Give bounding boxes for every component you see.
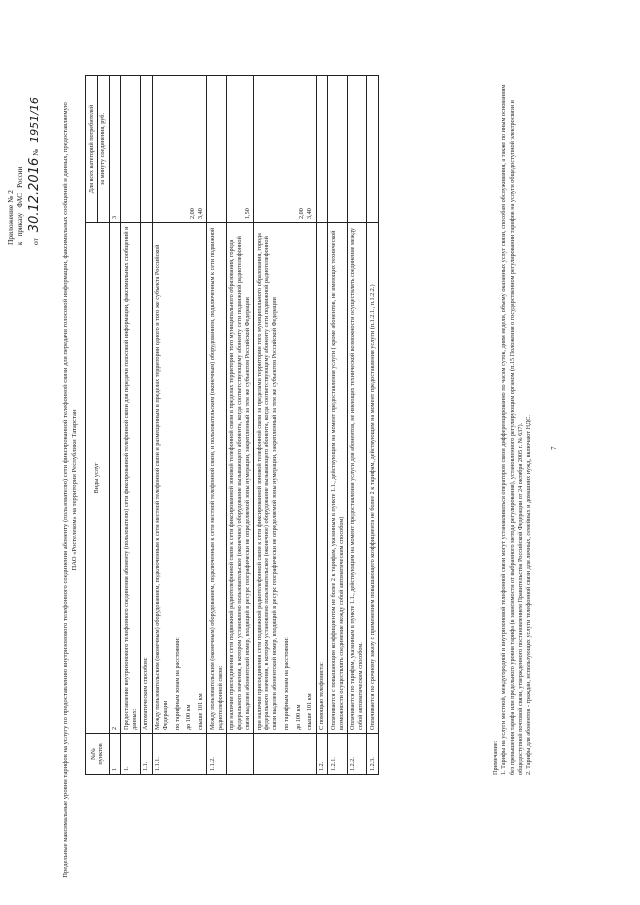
service-description (226, 223, 253, 734)
service-description (367, 223, 379, 734)
row-number (254, 734, 317, 775)
table-row (254, 76, 317, 775)
notes-heading: Примечание: (492, 740, 499, 775)
price-cell (328, 76, 348, 223)
service-text: Оплачивается с повышающим коэффициентом не более 2 к тарифам, указанным в пункте 1.1., действующим на момент предоставления услуги ( кроме абонентов, не имеющих технической возможности осуществлять соединение между собой автоматическим способом) (329, 230, 345, 730)
price-value: 1,50 (243, 208, 251, 219)
price-cell (347, 76, 367, 223)
table-row (316, 76, 328, 775)
header-number: №№ пунктов (86, 734, 110, 775)
table-row (226, 76, 253, 775)
table-header-row (86, 76, 98, 775)
service-description (254, 223, 317, 734)
table-body (121, 76, 379, 775)
row-number: 1.1.1. (152, 734, 207, 775)
price-cell (367, 76, 379, 223)
note-item: 1. Тарифы на услуги местной, междугородной и внутризоновой телефонной связи могут устанавливаться оператором связи дифференцированно по часам суток, дням недели, объему оказанных услуг связи, способам обслуживания, а также по иным основаниям без превышения тарифа или предельного уровня тарифа (в зависимости от выбранного метода регулирования), установленного регулирующим органом (п.15 Положения о государственном регулировании тарифов на услуги общедоступной электросвязи и общедоступной почтовой связи, утвержденного постановлением Правительства Российской Федерации от 24 октября 2005 г. № 637). (500, 84, 525, 775)
row-number: 1.2. (316, 734, 328, 775)
table-row (347, 76, 367, 775)
document-title: Предельные максимальные уровни тарифов на услугу по предоставлению внутризонового телефонного соединения абоненту (пользователю) сети фиксированной телефонной связи для передачи голосовой информации, факсимильных сообщений и данных, предоставляемую ПАО «Ростелеком» на территории Республики Татарстан (62, 102, 78, 878)
column-number-row: 1 2 3 (109, 76, 121, 775)
distance-line: свыше 101 км (306, 693, 314, 730)
header-unit: за минуту соединения, руб. (97, 76, 109, 223)
price-cell (254, 76, 317, 223)
order-line: к приказу ФАС России (16, 166, 25, 245)
date-number-line: от 30.12.2016 № 1951/16 (26, 97, 42, 245)
table-row (140, 76, 152, 775)
table-row (367, 76, 379, 775)
table-row (328, 76, 348, 775)
distance-line: по тарифным зонам на расстоянии: (282, 637, 290, 730)
note-item: 2. Тарифы для абонентов - граждан, использующих услуги телефонной связи для личных, семейных и домашних нужд, включают НДС. (525, 415, 533, 775)
price-value: 3,40 (306, 208, 313, 219)
price-cell (316, 76, 328, 223)
handwritten-date: 30.12.2016 (26, 157, 42, 233)
row-number: 1.1.2. (207, 734, 227, 775)
service-text: Оплачивается по срочному заказу с применением повышающего коэффициента не более 2 к тарифам, действующим на момент предоставления услуги (п.1.2.1., п.1.2.2.) (368, 284, 376, 730)
service-description (207, 223, 227, 734)
distance-line: до 100 км (185, 704, 193, 730)
header-services: Виды услуг (86, 223, 110, 734)
price-cell (226, 76, 253, 223)
row-number: 1.1. (140, 734, 152, 775)
service-text: Между пользовательским (оконечным) оборудованием, подключенным к сети местной телефонной связи и размещенным в пределах территории одного и того же субъекта Российской Федерации (154, 244, 169, 730)
service-description (152, 223, 207, 734)
service-description (121, 223, 141, 734)
service-description (328, 223, 348, 734)
tariff-table (85, 75, 379, 775)
price-cell (207, 76, 227, 223)
price-cell (121, 76, 141, 223)
service-text: Оплачивается по тарифам, указанным в пункте 1.1., действующим на момент предоставления услуги для абонентов, не имеющих технической возможности осуществлять соединение между собой автоматическим способом. (349, 227, 364, 730)
service-text: при наличии присоединения сети подвижной радиотелефонной связи к сети фиксированной зоновой телефонной связи за пределами территории того муниципального образования, города федерального значения, в котором установлено пользовательское (оконечное) оборудование вызывающего абонента, когда соответствующему абоненту сети подвижной радиотелефонной связи выделен абонентский номер, входящий в ресурс географически не определяемой зоны нумерации, закрепленный за тем же субъектом Российской Федерации (255, 233, 278, 730)
service-text: Автоматическим способом: (142, 657, 150, 730)
service-description (140, 223, 152, 734)
service-text: Между пользовательским (оконечным) оборудованием, подключенным к сети местной телефонной связи, и пользовательским (оконечным) оборудованием, подключенным к сети подвижной радиотелефонной связи: (208, 227, 224, 730)
price-value: 2,00 (298, 208, 305, 219)
price-cell (152, 76, 207, 223)
table-row (152, 76, 207, 775)
handwritten-number: 1951/16 (27, 97, 41, 143)
price-value: 3,40 (196, 208, 204, 219)
price-value: 2,00 (188, 208, 196, 219)
service-text: С помощью телефониста: (318, 662, 325, 730)
appendix-label: Приложение № 2 (6, 190, 15, 245)
service-description (347, 223, 367, 734)
row-number (226, 734, 253, 775)
header-consumers: Для всех категорий потребителей (86, 76, 98, 223)
distance-line: до 100 км (294, 704, 302, 730)
row-number: 1.2.3. (367, 734, 379, 775)
page-number: 7 (550, 446, 558, 450)
approval-block (6, 95, 43, 245)
service-text: Предоставление внутризонового телефонного соединения абоненту (пользователю) сети фиксированной телефонной связи для передачи голосовой информации, факсимильных сообщений и данных: (122, 226, 138, 730)
distance-line: свыше 101 км (197, 693, 204, 730)
row-number: 1.2.1. (328, 734, 348, 775)
service-description (316, 223, 328, 734)
table-row (207, 76, 227, 775)
table-row (121, 76, 141, 775)
price-cell (140, 76, 152, 223)
notes-section (492, 75, 534, 775)
row-number: 1.2.2. (347, 734, 367, 775)
service-text: при наличии присоединения сети подвижной радиотелефонной связи к сети фиксированной зоновой телефонной связи в пределах территории того муниципального образования, города федерального значения, в котором установлено пользовательское (оконечное) оборудование вызывающего абонента, когда соответствующему абоненту сети подвижной радиотелефонной связи выделен абонентский номер, входящий в ресурс географически не определяемой зоны нумерации, закрепленный за тем же субъектом Российской Федерации (228, 236, 251, 730)
row-number: 1. (121, 734, 141, 775)
distance-line: по тарифным зонам на расстоянии: (173, 637, 181, 730)
